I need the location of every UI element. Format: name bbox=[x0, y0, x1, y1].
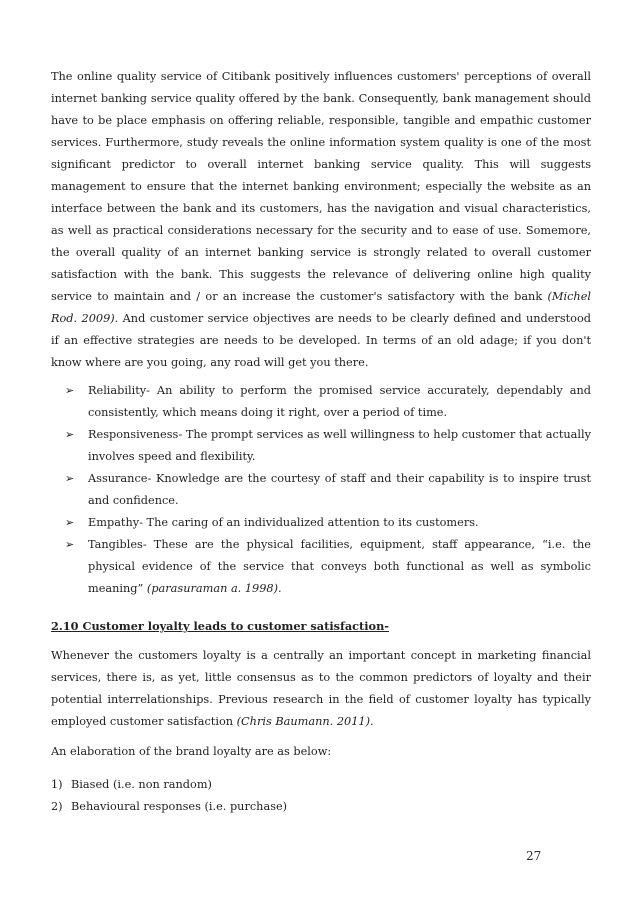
list-item-text: Biased (i.e. non random) bbox=[71, 778, 212, 791]
paragraph-text: And customer service objectives are needs to be clearly defined and understood if an effective strategies are needs to be developed. In terms of an old adage; if you don't know where are you going, any road will get you there. bbox=[51, 312, 591, 369]
paragraph-text: The online quality service of Citibank positively influences customers' perceptions of overall internet banking service quality offered by the bank. Consequently, bank management should have to be place emphasis on offering reliable, responsible, tangible and empathic customer services. Furthermore, study reveals the online information system quality is one of the most significant predictor to overall internet banking service quality. This will suggests management to ensure that the internet banking environment; especially the website as an interface between the bank and its customers, has the navigation and visual characteristics, as well as practical considerations necessary for the security and to ease of use. Somemore, the overall quality of an internet banking service is strongly related to overall customer satisfaction with the bank. This suggests the relevance of delivering online high quality service to maintain and / or an increase the customer's satisfactory with the bank bbox=[51, 70, 591, 303]
arrow-bullet-icon: ➢ bbox=[65, 516, 75, 529]
loyalty-list bbox=[51, 774, 591, 818]
list-item bbox=[51, 380, 591, 424]
section-heading: 2.10 Customer loyalty leads to customer satisfaction- bbox=[51, 619, 389, 633]
list-item-text: Tangibles- These are the physical facilities, equipment, staff appearance, “i.e. the physical evidence of the service that conveys both functional as well as symbolic meaning” bbox=[88, 538, 591, 595]
list-item-text: Responsiveness- The prompt services as well willingness to help customer that actually involves speed and flexibility. bbox=[88, 428, 591, 463]
list-number: 2) bbox=[51, 800, 63, 813]
paragraph-text: Whenever the customers loyalty is a centrally an important concept in marketing financial services, there is, as yet, little consensus as to the common predictors of loyalty and their potential interrelationships. Previous research in the field of customer loyalty has typically employed customer satisfaction bbox=[51, 649, 591, 728]
service-quality-list bbox=[51, 380, 591, 600]
arrow-bullet-icon: ➢ bbox=[65, 472, 75, 485]
arrow-bullet-icon: ➢ bbox=[65, 538, 75, 551]
list-number: 1) bbox=[51, 778, 63, 791]
list-item bbox=[51, 534, 591, 600]
arrow-bullet-icon: ➢ bbox=[65, 384, 75, 397]
body-paragraph bbox=[51, 645, 591, 733]
list-item-text: Assurance- Knowledge are the courtesy of staff and their capability is to inspire trust and confidence. bbox=[88, 472, 591, 507]
list-item bbox=[51, 424, 591, 468]
list-item-text: Empathy- The caring of an individualized attention to its customers. bbox=[88, 516, 479, 529]
list-item bbox=[51, 468, 591, 512]
citation: (Chris Baumann. 2011). bbox=[236, 715, 374, 728]
list-item-text: Reliability- An ability to perform the promised service accurately, dependably and consistently, which means doing it right, over a period of time. bbox=[88, 384, 591, 419]
list-item-text: Behavioural responses (i.e. purchase) bbox=[71, 800, 288, 813]
page-content bbox=[51, 66, 591, 818]
page-number: 27 bbox=[526, 849, 542, 863]
citation: (Michel Rod. 2009). bbox=[51, 290, 591, 325]
arrow-bullet-icon: ➢ bbox=[65, 428, 75, 441]
citation: (parasuraman a. 1998). bbox=[146, 582, 282, 595]
list-item bbox=[51, 512, 591, 534]
body-paragraph: An elaboration of the brand loyalty are as below: bbox=[51, 745, 332, 758]
list-item bbox=[51, 796, 591, 818]
body-paragraph bbox=[51, 66, 591, 374]
list-item bbox=[51, 774, 591, 796]
